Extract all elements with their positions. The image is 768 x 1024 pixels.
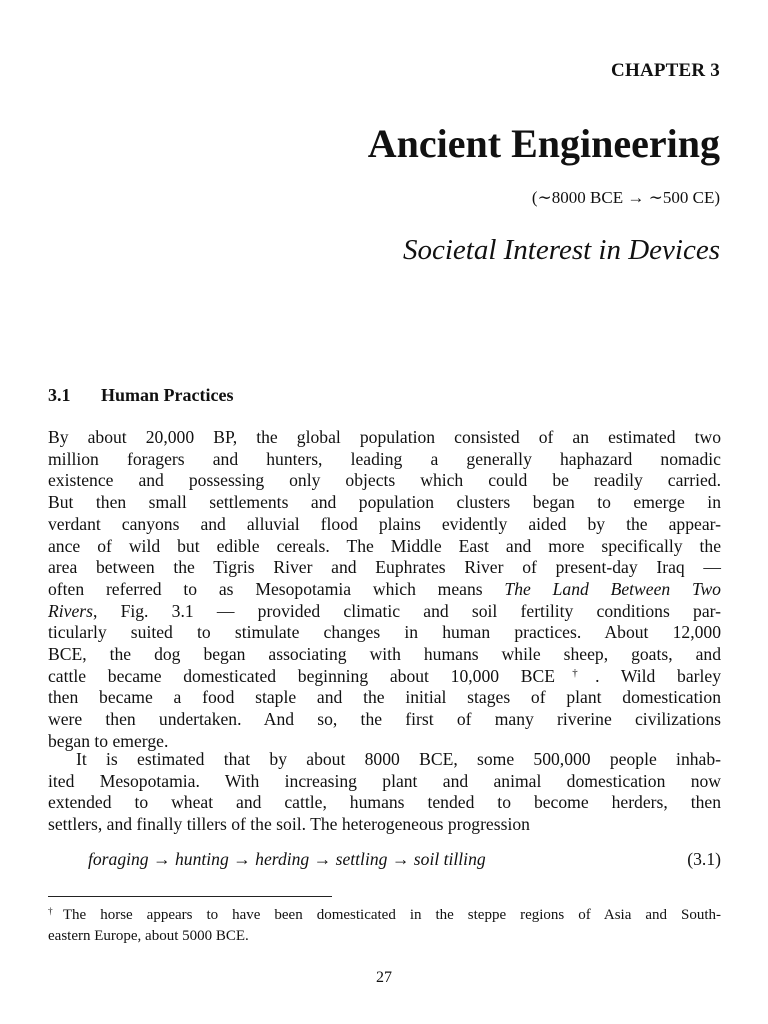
paragraph-2 — [48, 749, 721, 836]
text-line: existence and possessing only objects which could be readily carried. — [48, 470, 721, 491]
text-line: were then undertaken. And so, the first of many riverine civilizations — [48, 709, 721, 730]
text-line: ance of wild but edible cereals. The Middle East and more specifically the — [48, 535, 721, 556]
text-line-with-italic — [48, 601, 721, 623]
text-line: extended to wheat and cattle, humans tended to become herders, then — [48, 792, 721, 813]
text-fragment: . Wild barley — [595, 665, 722, 686]
text-line: It is estimated that by about 8000 BCE, some 500,000 people inhab- — [76, 749, 721, 769]
page-number: 27 — [376, 969, 392, 986]
footnote-text: The horse appears to have been domesticated in the steppe regions of Asia and South- — [62, 907, 721, 923]
text-fragment: cattle became domesticated beginning about 10,000 BCE — [48, 665, 555, 686]
chapter-title: Ancient Engineering — [367, 121, 720, 166]
chapter-subtitle: Societal Interest in Devices — [402, 234, 720, 266]
book-title-italic: Rivers — [48, 600, 93, 621]
text-line: BCE, the dog began associating with humans while sheep, goats, and — [48, 644, 721, 665]
footnote-reference[interactable]: † — [554, 666, 596, 679]
text-line: verdant canyons and alluvial flood plains evidently aided by the appear- — [48, 513, 721, 534]
chapter-label: CHAPTER 3 — [611, 60, 720, 81]
text-line-with-italic — [48, 579, 721, 601]
book-title-italic: The Land Between Two — [504, 578, 721, 599]
section-number: 3.1 — [48, 385, 71, 405]
text-line: By about 20,000 BP, the global population consisted of an estimated two — [48, 427, 721, 447]
text-line: area between the Tigris River and Euphrates River of present-day Iraq — — [48, 557, 721, 578]
text-line: ited Mesopotamia. With increasing plant and animal domestication now — [48, 770, 721, 791]
text-line: But then small settlements and population clusters began to emerge in — [48, 492, 721, 513]
footnote-line: eastern Europe, about 5000 BCE. — [48, 928, 249, 944]
chapter-date-range: (∼8000 BCE → ∼500 CE) — [531, 188, 720, 207]
footnote-marker: † — [48, 906, 63, 917]
text-fragment: , Fig. 3.1 — provided climatic and soil fertility conditions par- — [92, 600, 721, 621]
text-fragment: often referred to as Mesopotamia which means — [48, 578, 483, 599]
section-title: Human Practices — [101, 385, 234, 405]
text-line: ticularly suited to stimulate changes in human practices. About 12,000 — [48, 622, 721, 643]
equation-3-1 — [48, 849, 721, 873]
text-line: began to emerge. — [48, 730, 169, 751]
footnote — [48, 905, 721, 947]
footnote-divider — [48, 896, 332, 897]
text-line: then became a food staple and the initial stages of plant domestication — [48, 687, 721, 708]
text-line: settlers, and finally tillers of the soil. The heterogeneous progression — [48, 814, 530, 835]
text-line: million foragers and hunters, leading a generally haphazard nomadic — [48, 448, 721, 469]
paragraph-1 — [48, 427, 721, 753]
text-line-with-footnote-ref — [48, 666, 721, 688]
footnote-line — [48, 905, 721, 926]
section-heading — [48, 385, 233, 406]
equation-number: (3.1) — [687, 849, 721, 869]
equation-expression: foraging → hunting → herding → settling → soil tilling — [88, 849, 486, 869]
